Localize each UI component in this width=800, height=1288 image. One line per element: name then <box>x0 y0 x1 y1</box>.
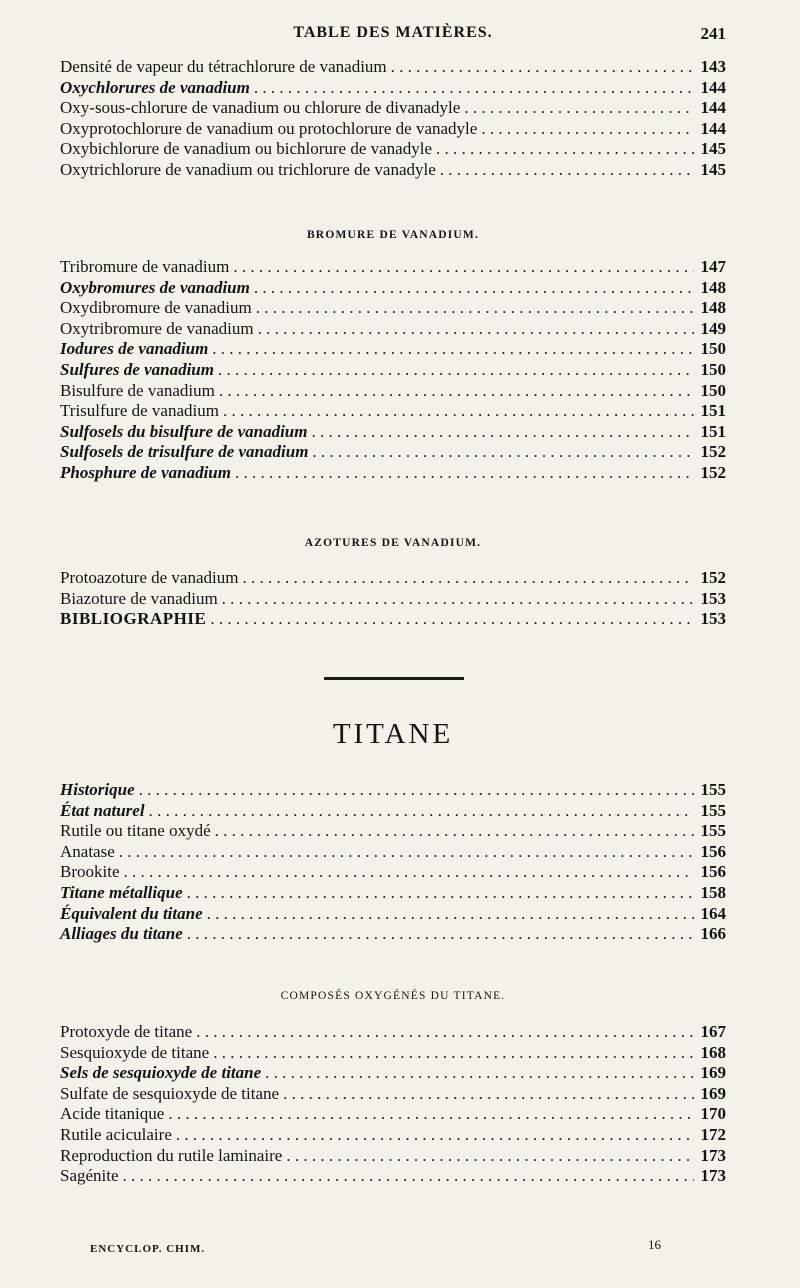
toc-entry-label: Oxydibromure de vanadium <box>60 298 252 318</box>
toc-entry <box>60 801 726 822</box>
chapter-title: TITANE <box>332 718 454 750</box>
running-header <box>60 24 726 44</box>
toc-entry <box>60 360 726 381</box>
toc-entry-label: Oxy-sous-chlorure de vanadium ou chlorure de divanadyle <box>60 98 461 118</box>
toc-entry-page: 169 <box>700 1083 726 1103</box>
toc-entry-label: Oxytrichlorure de vanadium ou trichlorure de vanadyle <box>60 159 436 179</box>
toc-entry-page: 144 <box>700 98 726 118</box>
toc-entry <box>60 1125 726 1146</box>
toc-entry-label: Trisulfure de vanadium <box>60 401 219 421</box>
dot-leader <box>222 589 694 609</box>
toc-entry <box>60 821 726 842</box>
toc-entry-page: 145 <box>700 139 726 159</box>
toc-entry-page: 151 <box>700 401 726 421</box>
toc-entry-label: Sulfate de sesquioxyde de titane <box>60 1083 280 1103</box>
toc-entry-page: 149 <box>700 318 726 338</box>
toc-entry <box>60 842 726 863</box>
toc-entry-page: 143 <box>700 57 726 76</box>
toc-entry-label: Équivalent du titane <box>60 903 203 923</box>
toc-entry-page: 170 <box>700 1104 726 1124</box>
toc-entry-label: Anatase <box>60 841 115 861</box>
toc-entry-page: 155 <box>700 780 726 799</box>
toc-entry-page: 152 <box>700 462 726 482</box>
toc-entry <box>60 139 726 160</box>
toc-entry-label: Iodures de vanadium <box>60 339 209 359</box>
toc-entry-page: 147 <box>700 257 726 276</box>
dot-leader <box>139 780 694 800</box>
toc-entry-label: Sulfosels du bisulfure de vanadium <box>60 421 308 441</box>
toc-entry-label: Densité de vapeur du tétrachlorure de vanadium <box>60 57 387 76</box>
toc-entry-label: Sels de sesquioxyde de titane <box>60 1063 262 1083</box>
toc-entry <box>60 98 726 119</box>
toc-entry <box>60 442 726 463</box>
dot-leader <box>265 1063 694 1083</box>
toc-entry <box>60 589 726 610</box>
header-page-number: 241 <box>700 24 726 43</box>
toc-entry <box>60 883 726 904</box>
toc-section-composes <box>60 1022 726 1187</box>
toc-entry-page: 150 <box>700 339 726 359</box>
section-heading-bromure: BROMURE DE VANADIUM. <box>306 229 480 241</box>
dot-leader <box>176 1125 694 1145</box>
toc-entry <box>60 862 726 883</box>
toc-entry-page: 173 <box>700 1145 726 1165</box>
toc-entry <box>60 1166 726 1187</box>
dot-leader <box>436 139 694 159</box>
dot-leader <box>286 1146 694 1166</box>
toc-entry <box>60 78 726 99</box>
toc-entry-page: 144 <box>700 77 726 97</box>
toc-entry-label: Sulfures de vanadium <box>60 359 214 379</box>
toc-entry <box>60 1022 726 1043</box>
dot-leader <box>254 78 694 98</box>
toc-entry-label: Protoxyde de titane <box>60 1022 193 1041</box>
dot-leader <box>207 904 694 924</box>
toc-entry-label: Rutile aciculaire <box>60 1124 172 1144</box>
dot-leader <box>312 442 694 462</box>
bibliography-page: 153 <box>700 609 726 629</box>
section-heading-azotures: AZOTURES DE VANADIUM. <box>304 537 482 549</box>
toc-entry-label: Sagénite <box>60 1166 119 1186</box>
toc-entry <box>60 401 726 422</box>
toc-entry <box>60 1063 726 1084</box>
section-heading-composes: COMPOSÉS OXYGÉNÉS DU TITANE. <box>280 990 506 1002</box>
toc-entry-page: 164 <box>700 903 726 923</box>
footer-signature: ENCYCLOP. CHIM. <box>90 1243 206 1255</box>
toc-entry <box>60 278 726 299</box>
toc-entry-page: 152 <box>700 442 726 462</box>
toc-entry-label: Oxybromures de vanadium <box>60 277 250 297</box>
toc-section-chlorures <box>60 57 726 181</box>
toc-entry-label: Titane métallique <box>60 882 183 902</box>
toc-entry-label: Phosphure de vanadium <box>60 462 231 482</box>
toc-entry-label: État naturel <box>60 800 145 820</box>
toc-entry-label: Reproduction du rutile laminaire <box>60 1145 283 1165</box>
toc-entry-label: Biazoture de vanadium <box>60 588 218 608</box>
dot-leader <box>235 463 694 483</box>
toc-entry <box>60 1084 726 1105</box>
toc-entry-label: Acide titanique <box>60 1104 165 1124</box>
toc-entry-page: 167 <box>700 1022 726 1041</box>
toc-entry <box>60 298 726 319</box>
divider-rule <box>324 677 464 680</box>
toc-entry <box>60 381 726 402</box>
toc-entry <box>60 904 726 925</box>
toc-entry-page: 156 <box>700 862 726 882</box>
toc-entry-page: 148 <box>700 277 726 297</box>
dot-leader <box>196 1022 694 1042</box>
toc-entry-page: 152 <box>700 568 726 587</box>
toc-entry-page: 173 <box>700 1166 726 1186</box>
dot-leader <box>258 319 694 339</box>
dot-leader <box>391 57 694 77</box>
toc-entry <box>60 1146 726 1167</box>
toc-entry-page: 166 <box>700 924 726 944</box>
toc-entry-page: 155 <box>700 821 726 841</box>
dot-leader <box>119 842 694 862</box>
dot-leader <box>219 381 694 401</box>
dot-leader <box>187 924 694 944</box>
toc-entry-label: Oxychlorures de vanadium <box>60 77 250 97</box>
toc-entry-label: Historique <box>60 780 135 799</box>
toc-entry <box>60 119 726 140</box>
dot-leader <box>149 801 694 821</box>
toc-entry <box>60 422 726 443</box>
toc-entry-page: 155 <box>700 800 726 820</box>
toc-entry-label: Oxyprotochlorure de vanadium ou protochlorure de vanadyle <box>60 118 478 138</box>
toc-entry <box>60 780 726 801</box>
toc-entry-page: 158 <box>700 882 726 902</box>
toc-entry-label: Oxytribromure de vanadium <box>60 318 254 338</box>
dot-leader <box>312 422 695 442</box>
toc-entry <box>60 319 726 340</box>
header-title: TABLE DES MATIÈRES. <box>293 24 493 41</box>
dot-leader <box>187 883 694 903</box>
toc-entry-label: Rutile ou titane oxydé <box>60 821 211 841</box>
toc-entry-page: 168 <box>700 1042 726 1062</box>
dot-leader <box>124 862 695 882</box>
toc-entry-page: 172 <box>700 1124 726 1144</box>
bibliography-label: BIBLIOGRAPHIE <box>60 609 207 629</box>
dot-leader <box>242 568 694 588</box>
toc-entry-page: 156 <box>700 841 726 861</box>
toc-entry-page: 145 <box>700 159 726 179</box>
dot-leader <box>168 1104 694 1124</box>
toc-entry-label: Brookite <box>60 862 120 882</box>
toc-entry <box>60 257 726 278</box>
toc-entry-label: Protoazoture de vanadium <box>60 568 239 587</box>
toc-entry-label: Bisulfure de vanadium <box>60 380 215 400</box>
toc-entry <box>60 463 726 484</box>
toc-entry-label: Sulfosels de trisulfure de vanadium <box>60 442 309 462</box>
footer-sheet-number: 16 <box>648 1237 661 1252</box>
dot-leader <box>213 1043 694 1063</box>
toc-entry <box>60 160 726 181</box>
toc-entry-page: 151 <box>700 421 726 441</box>
dot-leader <box>256 298 694 318</box>
toc-entry-page: 148 <box>700 298 726 318</box>
toc-entry-label: Oxybichlorure de vanadium ou bichlorure de vanadyle <box>60 139 432 159</box>
toc-entry-page: 169 <box>700 1063 726 1083</box>
toc-entry <box>60 568 726 589</box>
dot-leader <box>481 119 694 139</box>
toc-entry-bibliography <box>60 609 726 630</box>
dot-leader <box>440 160 694 180</box>
toc-section-bromure <box>60 257 726 484</box>
toc-entry <box>60 1043 726 1064</box>
dot-leader <box>218 360 694 380</box>
toc-entry <box>60 1104 726 1125</box>
dot-leader <box>223 401 694 421</box>
dot-leader <box>215 821 694 841</box>
toc-entry <box>60 924 726 945</box>
dot-leader <box>464 98 694 118</box>
toc-section-azotures <box>60 568 726 630</box>
toc-entry <box>60 339 726 360</box>
dot-leader <box>283 1084 694 1104</box>
toc-entry-label: Alliages du titane <box>60 924 183 944</box>
toc-entry-label: Tribromure de vanadium <box>60 257 230 276</box>
toc-entry-label: Sesquioxyde de titane <box>60 1042 210 1062</box>
dot-leader <box>123 1166 694 1186</box>
toc-entry-page: 150 <box>700 380 726 400</box>
toc-entry-page: 153 <box>700 588 726 608</box>
dot-leader <box>212 339 694 359</box>
toc-entry <box>60 57 726 78</box>
dot-leader <box>233 257 694 277</box>
dot-leader <box>254 278 694 298</box>
toc-entry-page: 150 <box>700 359 726 379</box>
toc-entry-page: 144 <box>700 118 726 138</box>
toc-section-titane <box>60 780 726 945</box>
dot-leader <box>210 609 694 629</box>
